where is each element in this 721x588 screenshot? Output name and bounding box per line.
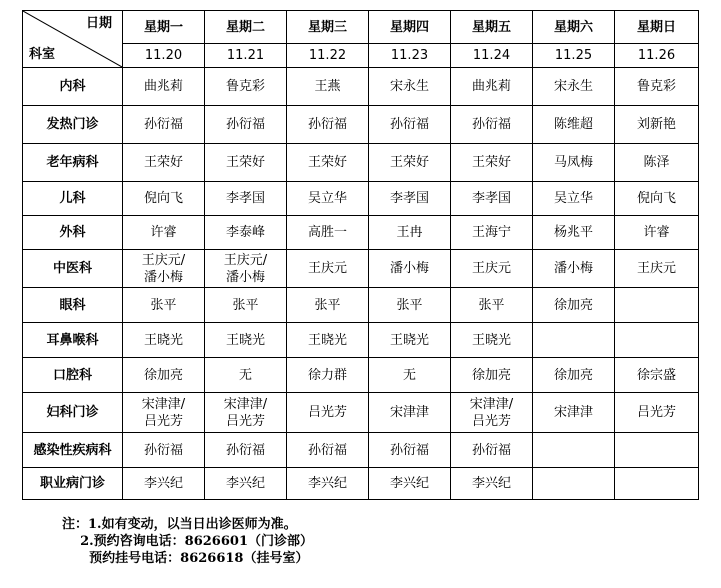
date-header-2: 11.21	[205, 44, 287, 68]
doctor-cell: 孙衍福	[123, 106, 205, 144]
doctor-cell: 孙衍福	[123, 433, 205, 468]
doctor-cell: 孙衍福	[369, 106, 451, 144]
doctor-cell: 曲兆莉	[451, 68, 533, 106]
doctor-cell: 王庆元	[287, 250, 369, 288]
table-row	[23, 144, 699, 182]
table-row	[23, 288, 699, 323]
doctor-cell: 曲兆莉	[123, 68, 205, 106]
doctor-cell: 李兴纪	[123, 468, 205, 500]
department-name: 发热门诊	[23, 106, 123, 144]
doctor-cell: 张平	[369, 288, 451, 323]
doctor-cell: 宋津津/ 吕光芳	[451, 393, 533, 433]
weekday-header-7: 星期日	[615, 11, 699, 44]
doctor-cell: 徐加亮	[533, 358, 615, 393]
doctor-cell: 李兴纪	[451, 468, 533, 500]
department-name: 内科	[23, 68, 123, 106]
doctor-cell: 许睿	[123, 216, 205, 250]
doctor-cell: 徐加亮	[123, 358, 205, 393]
doctor-cell: 王晓光	[205, 323, 287, 358]
doctor-cell: 徐加亮	[451, 358, 533, 393]
weekday-header-5: 星期五	[451, 11, 533, 44]
doctor-cell: 王荣好	[123, 144, 205, 182]
schedule-body	[23, 68, 699, 500]
doctor-cell: 宋永生	[533, 68, 615, 106]
doctor-cell	[615, 433, 699, 468]
doctor-cell: 宋永生	[369, 68, 451, 106]
doctor-cell: 张平	[287, 288, 369, 323]
doctor-cell	[533, 468, 615, 500]
doctor-cell: 杨兆平	[533, 216, 615, 250]
doctor-cell: 王晓光	[369, 323, 451, 358]
note-line-1: 注：1.如有变动，以当日出诊医师为准。	[62, 517, 297, 532]
doctor-cell: 倪向飞	[123, 182, 205, 216]
doctor-cell: 孙衍福	[205, 106, 287, 144]
table-row	[23, 216, 699, 250]
doctor-cell: 李兴纪	[205, 468, 287, 500]
doctor-cell: 王燕	[287, 68, 369, 106]
doctor-cell: 吴立华	[533, 182, 615, 216]
doctor-cell: 孙衍福	[451, 106, 533, 144]
table-row	[23, 250, 699, 288]
doctor-cell: 李兴纪	[369, 468, 451, 500]
department-name: 职业病门诊	[23, 468, 123, 500]
doctor-cell: 张平	[205, 288, 287, 323]
doctor-cell: 王荣好	[287, 144, 369, 182]
date-axis-label: 日期	[85, 16, 112, 31]
weekday-header-2: 星期二	[205, 11, 287, 44]
doctor-cell: 陈泽	[615, 144, 699, 182]
doctor-cell: 孙衍福	[451, 433, 533, 468]
weekday-header-1: 星期一	[123, 11, 205, 44]
doctor-cell: 鲁克彩	[615, 68, 699, 106]
doctor-cell: 徐加亮	[533, 288, 615, 323]
doctor-cell: 李孝国	[369, 182, 451, 216]
doctor-cell: 宋津津	[533, 393, 615, 433]
department-name: 口腔科	[23, 358, 123, 393]
department-name: 外科	[23, 216, 123, 250]
doctor-cell: 张平	[123, 288, 205, 323]
doctor-cell: 王晓光	[451, 323, 533, 358]
doctor-cell: 徐力群	[287, 358, 369, 393]
doctor-cell	[615, 323, 699, 358]
doctor-cell: 王荣好	[451, 144, 533, 182]
table-row	[23, 106, 699, 144]
doctor-cell	[533, 323, 615, 358]
doctor-cell: 孙衍福	[205, 433, 287, 468]
doctor-cell: 潘小梅	[533, 250, 615, 288]
doctor-cell: 吕光芳	[287, 393, 369, 433]
table-row	[23, 323, 699, 358]
doctor-cell: 李孝国	[451, 182, 533, 216]
doctor-cell: 宋津津	[369, 393, 451, 433]
doctor-cell: 王晓光	[123, 323, 205, 358]
doctor-cell: 李孝国	[205, 182, 287, 216]
doctor-cell: 王海宁	[451, 216, 533, 250]
doctor-cell: 孙衍福	[287, 106, 369, 144]
weekday-header-row	[23, 11, 699, 44]
doctor-cell: 吴立华	[287, 182, 369, 216]
doctor-cell: 王冉	[369, 216, 451, 250]
date-header-6: 11.25	[533, 44, 615, 68]
doctor-cell: 鲁克彩	[205, 68, 287, 106]
doctor-cell: 孙衍福	[369, 433, 451, 468]
doctor-cell: 李兴纪	[287, 468, 369, 500]
weekday-header-4: 星期四	[369, 11, 451, 44]
doctor-cell: 宋津津/ 吕光芳	[123, 393, 205, 433]
doctor-cell: 无	[369, 358, 451, 393]
date-header-1: 11.20	[123, 44, 205, 68]
department-axis-label: 科室	[29, 47, 56, 62]
doctor-cell: 无	[205, 358, 287, 393]
doctor-cell: 张平	[451, 288, 533, 323]
table-row	[23, 393, 699, 433]
doctor-cell: 孙衍福	[287, 433, 369, 468]
date-header-5: 11.24	[451, 44, 533, 68]
department-name: 儿科	[23, 182, 123, 216]
doctor-cell: 徐宗盛	[615, 358, 699, 393]
table-row	[23, 468, 699, 500]
doctor-cell	[615, 288, 699, 323]
doctor-cell: 宋津津/ 吕光芳	[205, 393, 287, 433]
department-name: 中医科	[23, 250, 123, 288]
table-row	[23, 182, 699, 216]
department-name: 感染性疾病科	[23, 433, 123, 468]
date-header-7: 11.26	[615, 44, 699, 68]
doctor-cell: 许睿	[615, 216, 699, 250]
doctor-cell: 王荣好	[205, 144, 287, 182]
doctor-cell: 陈维超	[533, 106, 615, 144]
doctor-cell: 王庆元/ 潘小梅	[205, 250, 287, 288]
doctor-cell: 王晓光	[287, 323, 369, 358]
duty-schedule-table	[22, 10, 699, 500]
date-header-row	[23, 44, 699, 68]
table-row	[23, 358, 699, 393]
doctor-cell: 倪向飞	[615, 182, 699, 216]
department-name: 耳鼻喉科	[23, 323, 123, 358]
doctor-cell: 王庆元/ 潘小梅	[123, 250, 205, 288]
note-line-2: 2.预约咨询电话：8626601（门诊部）	[62, 534, 313, 549]
doctor-cell: 高胜一	[287, 216, 369, 250]
doctor-cell: 马凤梅	[533, 144, 615, 182]
doctor-cell: 刘新艳	[615, 106, 699, 144]
date-header-3: 11.22	[287, 44, 369, 68]
weekday-header-3: 星期三	[287, 11, 369, 44]
doctor-cell	[533, 433, 615, 468]
corner-header-cell	[23, 11, 123, 68]
table-row	[23, 68, 699, 106]
doctor-cell: 王庆元	[615, 250, 699, 288]
doctor-cell: 吕光芳	[615, 393, 699, 433]
weekday-header-6: 星期六	[533, 11, 615, 44]
department-name: 眼科	[23, 288, 123, 323]
date-header-4: 11.23	[369, 44, 451, 68]
doctor-cell: 李泰峰	[205, 216, 287, 250]
doctor-cell: 王荣好	[369, 144, 451, 182]
doctor-cell: 王庆元	[451, 250, 533, 288]
table-row	[23, 433, 699, 468]
note-line-3: 预约挂号电话：8626618（挂号室）	[62, 551, 309, 566]
department-name: 妇科门诊	[23, 393, 123, 433]
doctor-cell	[615, 468, 699, 500]
department-name: 老年病科	[23, 144, 123, 182]
doctor-cell: 潘小梅	[369, 250, 451, 288]
